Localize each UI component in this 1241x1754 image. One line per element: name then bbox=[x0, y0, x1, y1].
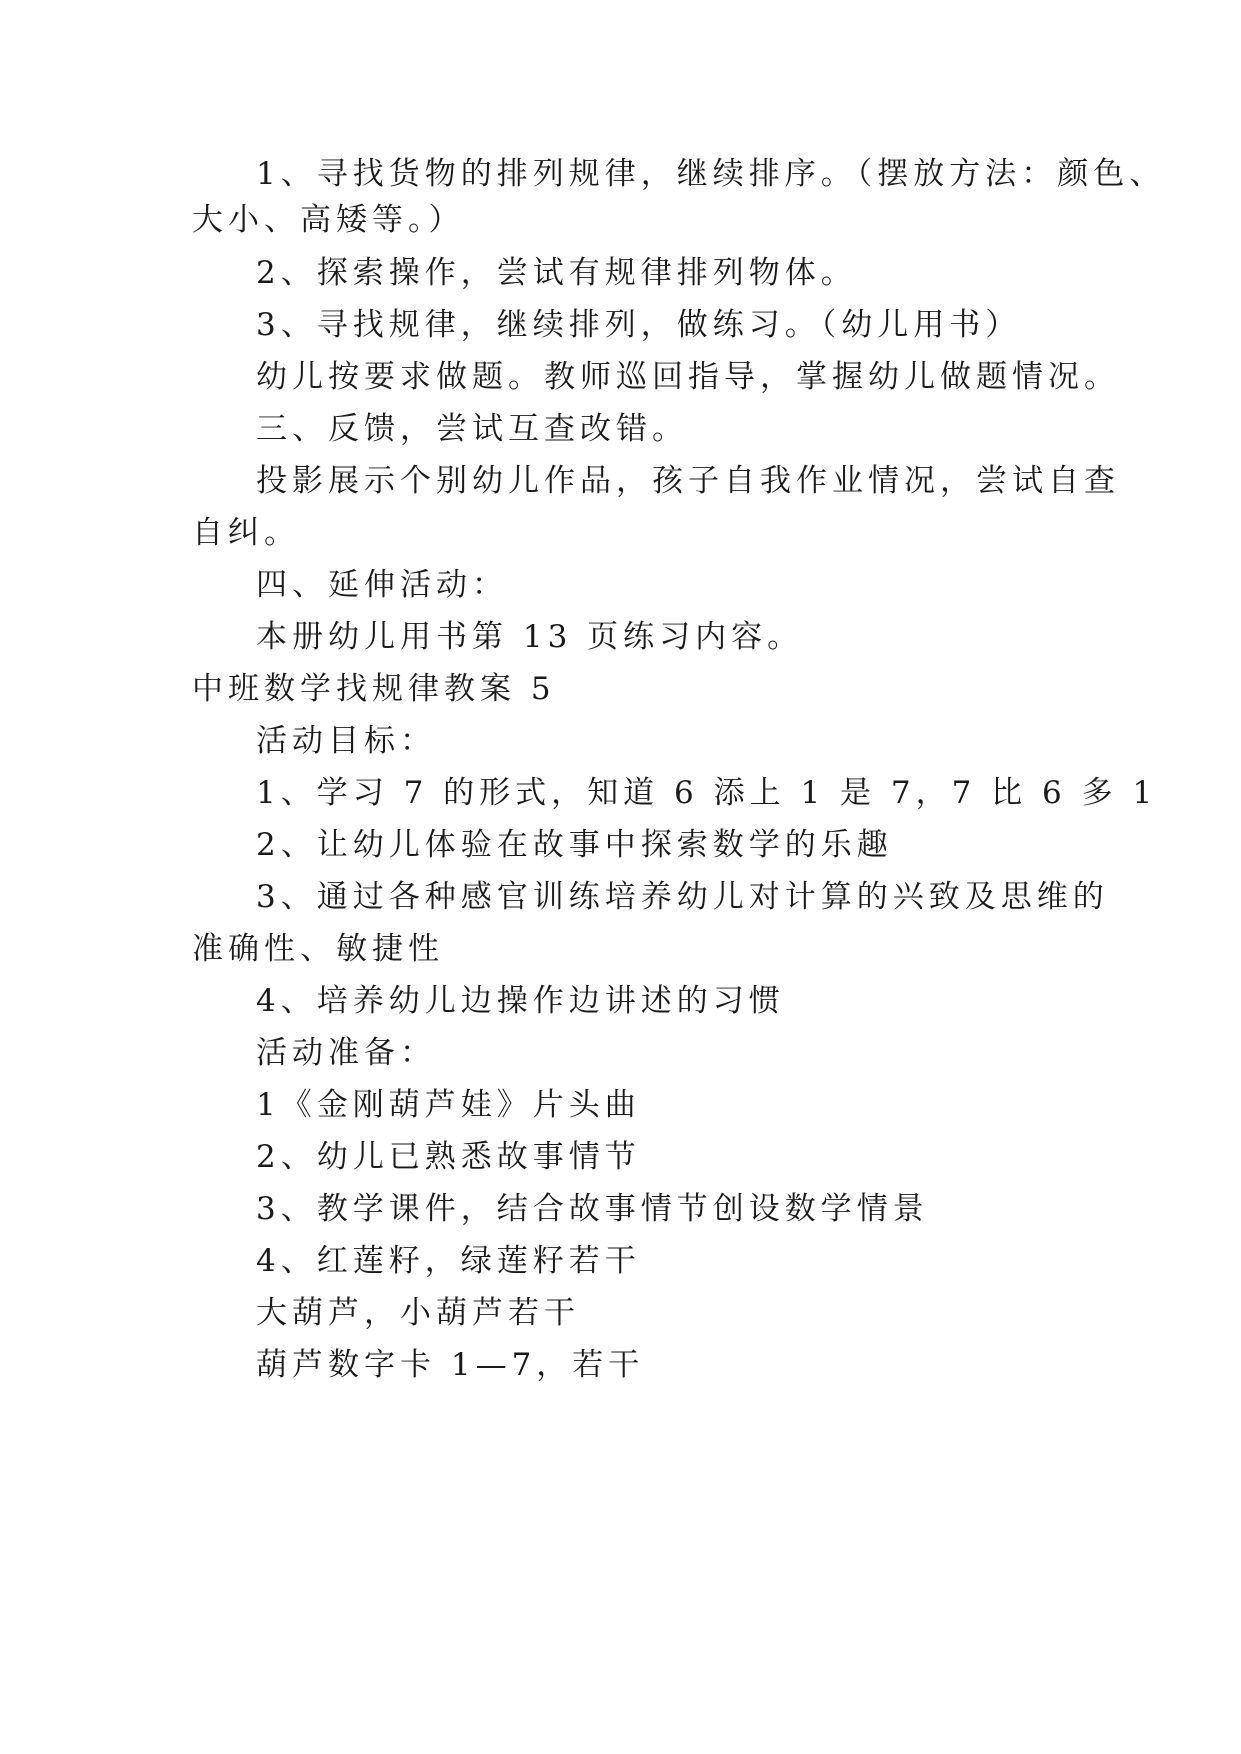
text-line: 1、寻找货物的排列规律，继续排序。（摆放方法：颜色、 bbox=[256, 156, 1166, 192]
text-line: 1、学习 7 的形式，知道 6 添上 1 是 7，7 比 6 多 1 bbox=[256, 775, 1158, 811]
text-line: 2、让幼儿体验在故事中探索数学的乐趣 bbox=[256, 827, 893, 863]
text-line: 自纠。 bbox=[192, 515, 300, 551]
text-line: 幼儿按要求做题。教师巡回指导，掌握幼儿做题情况。 bbox=[256, 359, 1120, 395]
text-line: 4、培养幼儿边操作边讲述的习惯 bbox=[256, 983, 785, 1019]
section-heading: 活动准备： bbox=[256, 1035, 436, 1071]
text-line: 大小、高矮等。） bbox=[192, 202, 465, 238]
section-heading: 三、反馈，尝试互查改错。 bbox=[256, 411, 688, 447]
text-line: 4、红莲籽，绿莲籽若干 bbox=[256, 1243, 641, 1279]
text-line: 大葫芦，小葫芦若干 bbox=[256, 1295, 580, 1331]
text-line: 1《金刚葫芦娃》片头曲 bbox=[256, 1087, 641, 1123]
section-heading: 活动目标： bbox=[256, 723, 436, 759]
text-line: 投影展示个别幼儿作品，孩子自我作业情况，尝试自查 bbox=[256, 463, 1120, 499]
text-line: 3、通过各种感官训练培养幼儿对计算的兴致及思维的 bbox=[256, 879, 1109, 915]
text-line: 3、教学课件，结合故事情节创设数学情景 bbox=[256, 1191, 929, 1227]
text-line: 3、寻找规律，继续排列，做练习。（幼儿用书） bbox=[256, 307, 1022, 343]
text-line: 准确性、敏捷性 bbox=[192, 931, 444, 967]
document-title: 中班数学找规律教案 5 bbox=[192, 671, 556, 707]
text-line: 2、幼儿已熟悉故事情节 bbox=[256, 1139, 641, 1175]
text-line: 本册幼儿用书第 13 页练习内容。 bbox=[256, 619, 804, 655]
section-heading: 四、延伸活动： bbox=[256, 567, 508, 603]
text-line: 2、探索操作，尝试有规律排列物体。 bbox=[256, 255, 857, 291]
text-line: 葫芦数字卡 1—7，若干 bbox=[256, 1347, 645, 1383]
